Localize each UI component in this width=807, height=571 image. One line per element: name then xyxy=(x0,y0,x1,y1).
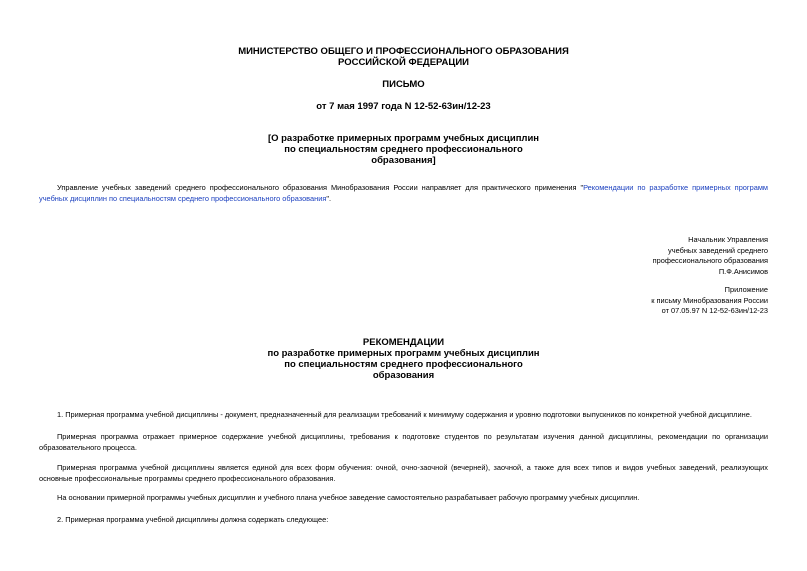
doc-date-number: от 7 мая 1997 года N 12-52-63ин/12-23 xyxy=(316,101,491,112)
signature-line-4: П.Ф.Анисимов xyxy=(718,266,768,276)
intro-paragraph xyxy=(39,182,768,204)
rec-title-line-3: по специальностям среднего профессионального xyxy=(284,359,523,370)
recommendations-title xyxy=(0,337,807,381)
ministry-line-1: МИНИСТЕРСТВО ОБЩЕГО И ПРОФЕССИОНАЛЬНОГО ОБРАЗОВАНИЯ xyxy=(238,46,569,57)
appendix-block xyxy=(468,285,768,317)
rec-title-line-4: образования xyxy=(372,370,435,381)
intro-text-after: ". xyxy=(326,194,332,203)
signature-block xyxy=(468,235,768,277)
rec-title-line-2: по разработке примерных программ учебных дисциплин xyxy=(267,348,540,359)
subject-line-2: по специальностям среднего профессионального xyxy=(284,144,523,155)
body-paragraph-2: Примерная программа отражает примерное содержание учебной дисциплины, требования к подготовке студентов по результатам изучения данной дисциплины, рекомендации по организации образовательного процесса. xyxy=(39,432,768,452)
appendix-line-3: от 07.05.97 N 12-52-63ин/12-23 xyxy=(661,306,768,315)
subject-line-1: [О разработке примерных программ учебных дисциплин xyxy=(267,133,540,144)
signature-line-1: Начальник Управления xyxy=(688,235,768,244)
subject-line-3: образования] xyxy=(371,155,436,166)
doc-subject xyxy=(0,133,807,166)
intro-text-before: Управление учебных заведений среднего профессионального образования Минобразования России направляет для практического применения " xyxy=(57,183,584,192)
signature-line-2: учебных заведений среднего xyxy=(668,245,768,255)
body-paragraph-3: Примерная программа учебной дисциплины является единой для всех форм обучения: очной, очно-заочной (вечерней), заочной, а также для всех типов и видов учебных заведений, реализующих основные профессиональные программы среднего профессионального образования. xyxy=(39,463,768,483)
recommendations-link[interactable]: Рекомендации по разработке примерных программ учебных дисциплин по специальностям среднего профессионального образования xyxy=(39,183,768,203)
signature-line-3: профессионального образования xyxy=(652,256,768,265)
ministry-heading xyxy=(0,46,807,68)
rec-title-line-1: РЕКОМЕНДАЦИИ xyxy=(362,337,445,348)
doc-type: ПИСЬМО xyxy=(382,79,425,90)
body-paragraph-1: 1. Примерная программа учебной дисциплины - документ, предназначенный для реализации требований к минимуму содержания и уровню подготовки выпускников по конкретной учебной дисциплине. xyxy=(57,410,752,419)
appendix-line-1: Приложение xyxy=(724,285,768,294)
ministry-line-2: РОССИЙСКОЙ ФЕДЕРАЦИИ xyxy=(337,57,469,68)
body-paragraph-4: На основании примерной программы учебных дисциплин и учебного плана учебное заведение самостоятельно разрабатывает рабочую программу учебных дисциплин. xyxy=(57,493,640,502)
appendix-line-2: к письму Минобразования России xyxy=(651,295,768,305)
body-paragraph-5: 2. Примерная программа учебной дисциплины должна содержать следующее: xyxy=(57,515,329,524)
